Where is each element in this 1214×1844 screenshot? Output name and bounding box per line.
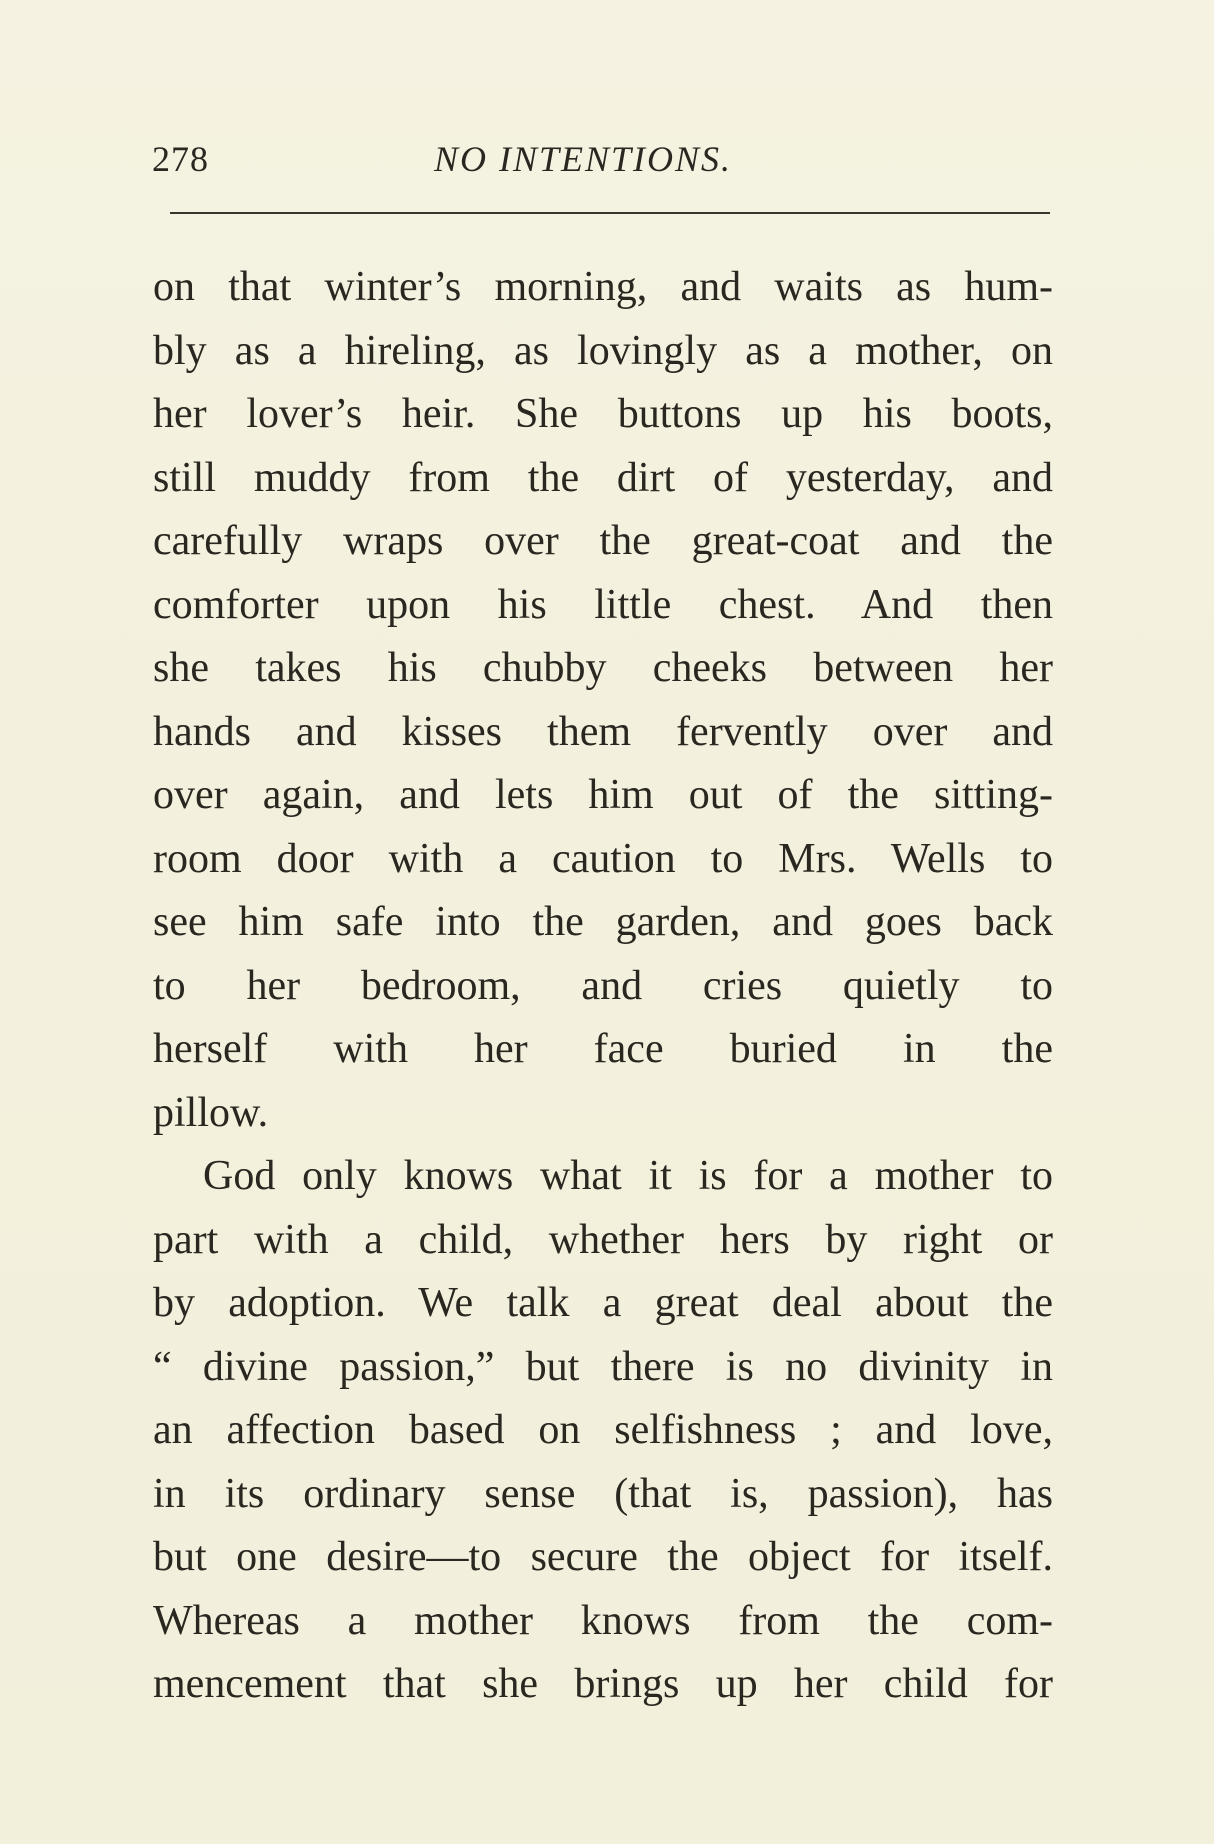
text-line: bly as a hireling, as lovingly as a mother, on xyxy=(153,327,1053,374)
text-line: to her bedroom, and cries quietly to xyxy=(153,962,1053,1009)
text-line: but one desire—to secure the object for itself. xyxy=(153,1534,1053,1580)
paragraph-start-line: God only knows what it is for a mother to xyxy=(203,1153,1053,1199)
text-line: see him safe into the garden, and goes back xyxy=(153,899,1053,945)
text-line: over again, and lets him out of the sitting- xyxy=(153,772,1053,818)
running-head xyxy=(152,138,1052,188)
text-line: herself with her face buried in the xyxy=(153,1026,1053,1072)
text-line: mencement that she brings up her child for xyxy=(153,1661,1053,1707)
text-line: part with a child, whether hers by right or xyxy=(153,1216,1053,1263)
text-line: still muddy from the dirt of yesterday, and xyxy=(153,454,1053,501)
running-title: NO INTENTIONS. xyxy=(434,139,733,179)
text-line: room door with a caution to Mrs. Wells to xyxy=(153,835,1053,882)
text-line: carefully wraps over the great-coat and the xyxy=(153,518,1053,564)
text-line: “ divine passion,” but there is no divinity in xyxy=(153,1343,1053,1390)
text-line: in its ordinary sense (that is, passion), has xyxy=(153,1470,1053,1517)
paragraph-end-line: pillow. xyxy=(153,1089,269,1136)
text-line: her lover’s heir. She buttons up his boots, xyxy=(153,391,1053,437)
text-line: she takes his chubby cheeks between her xyxy=(153,645,1053,691)
text-line: hands and kisses them fervently over and xyxy=(153,708,1053,755)
text-line: an affection based on selfishness ; and love, xyxy=(153,1407,1053,1453)
text-line: Whereas a mother knows from the com- xyxy=(153,1597,1053,1644)
page-number: 278 xyxy=(152,139,209,179)
header-rule xyxy=(170,212,1050,214)
text-line: on that winter’s morning, and waits as hum- xyxy=(153,264,1053,310)
text-line: comforter upon his little chest. And then xyxy=(153,581,1053,628)
body-text xyxy=(153,256,1053,1717)
text-line: by adoption. We talk a great deal about the xyxy=(153,1280,1053,1326)
